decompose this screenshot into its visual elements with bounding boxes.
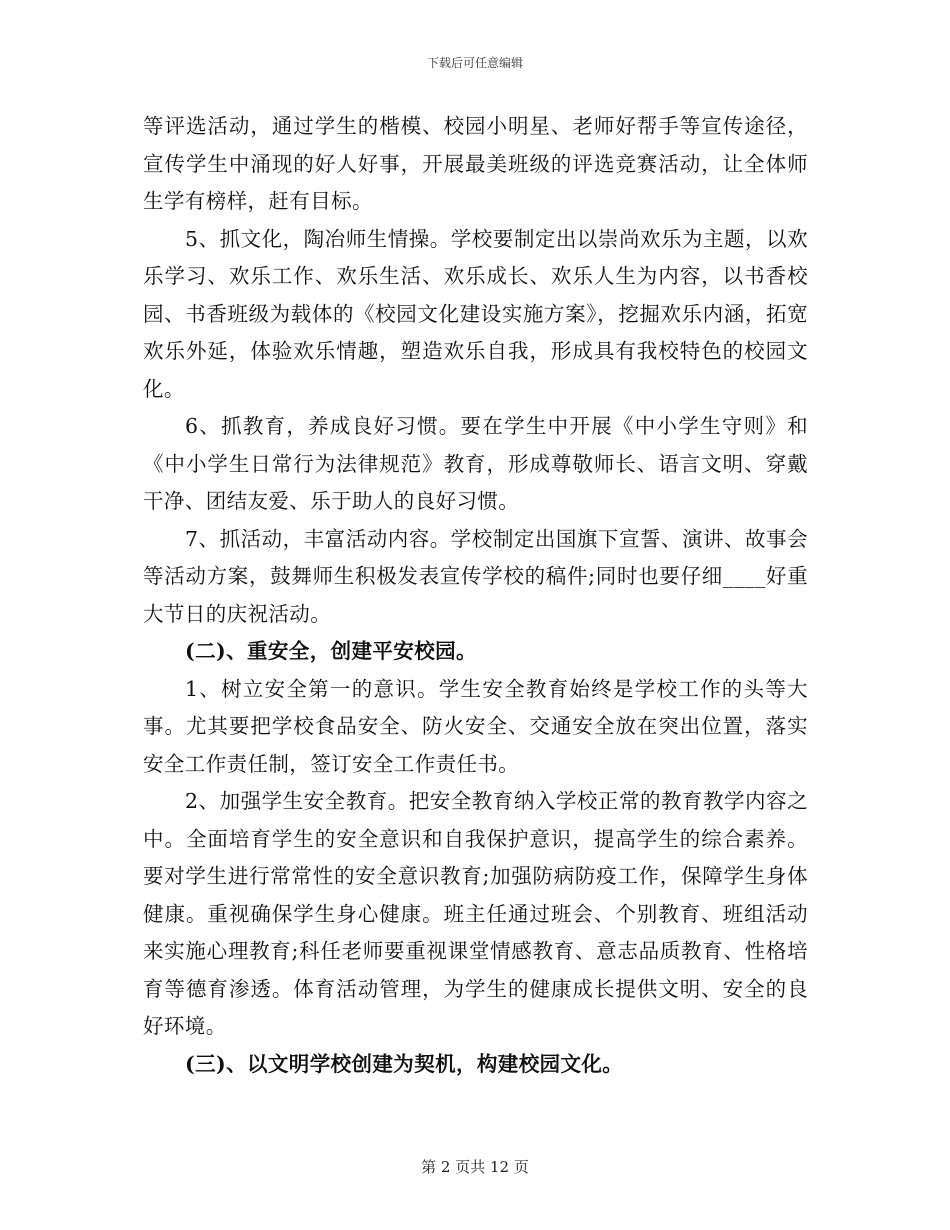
paragraph-safety-1: 1、树立安全第一的意识。学生安全教育始终是学校工作的头等大事。尤其要把学校食品安全、防火安全、交通安全放在突出位置，落实安全工作责任制，签订安全工作责任书。 [143,676,808,776]
section-heading-2: (二)、重安全，创建平安校园。 [185,639,477,663]
page-number: 第 2 页共 12 页 [421,1158,529,1176]
document-body [143,108,808,1083]
paragraph-continuation: 等评选活动，通过学生的楷模、校园小明星、老师好帮手等宣传途径，宣传学生中涌现的好人好事，开展最美班级的评选竞赛活动，让全体师生学有榜样，赶有目标。 [143,114,808,213]
paragraph-item-5: 5、抓文化，陶冶师生情操。学校要制定出以崇尚欢乐为主题，以欢乐学习、欢乐工作、欢乐生活、欢乐成长、欢乐人生为内容，以书香校园、书香班级为载体的《校园文化建设实施方案》，挖掘欢乐内涵，拓宽欢乐外延，体验欢乐情趣，塑造欢乐自我，形成具有我校特色的校园文化。 [143,226,808,401]
page-header: 下载后可任意编辑 [426,56,523,70]
paragraph-item-6: 6、抓教育，养成良好习惯。要在学生中开展《中小学生守则》和《中小学生日常行为法律规范》教育，形成尊敬师长、语言文明、穿戴干净、团结友爱、乐于助人的良好习惯。 [143,414,808,513]
section-heading-3: (三)、以文明学校创建为契机，构建校园文化。 [185,1051,624,1076]
paragraph-item-7: 7、抓活动，丰富活动内容。学校制定出国旗下宣誓、演讲、故事会等活动方案，鼓舞师生积极发表宣传学校的稿件;同时也要仔细____好重大节日的庆祝活动。 [143,526,808,626]
paragraph-safety-2: 2、加强学生安全教育。把安全教育纳入学校正常的教育教学内容之中。全面培育学生的安全意识和自我保护意识，提高学生的综合素养。要对学生进行常常性的安全意识教育;加强防病防疫工作，保障学生身体健康。重视确保学生身心健康。班主任通过班会、个别教育、班组活动来实施心理教育;科任老师要重视课堂情感教育、意志品质教育、性格培育等德育渗透。体育活动管理，为学生的健康成长提供文明、安全的良好环境。 [143,789,808,1038]
